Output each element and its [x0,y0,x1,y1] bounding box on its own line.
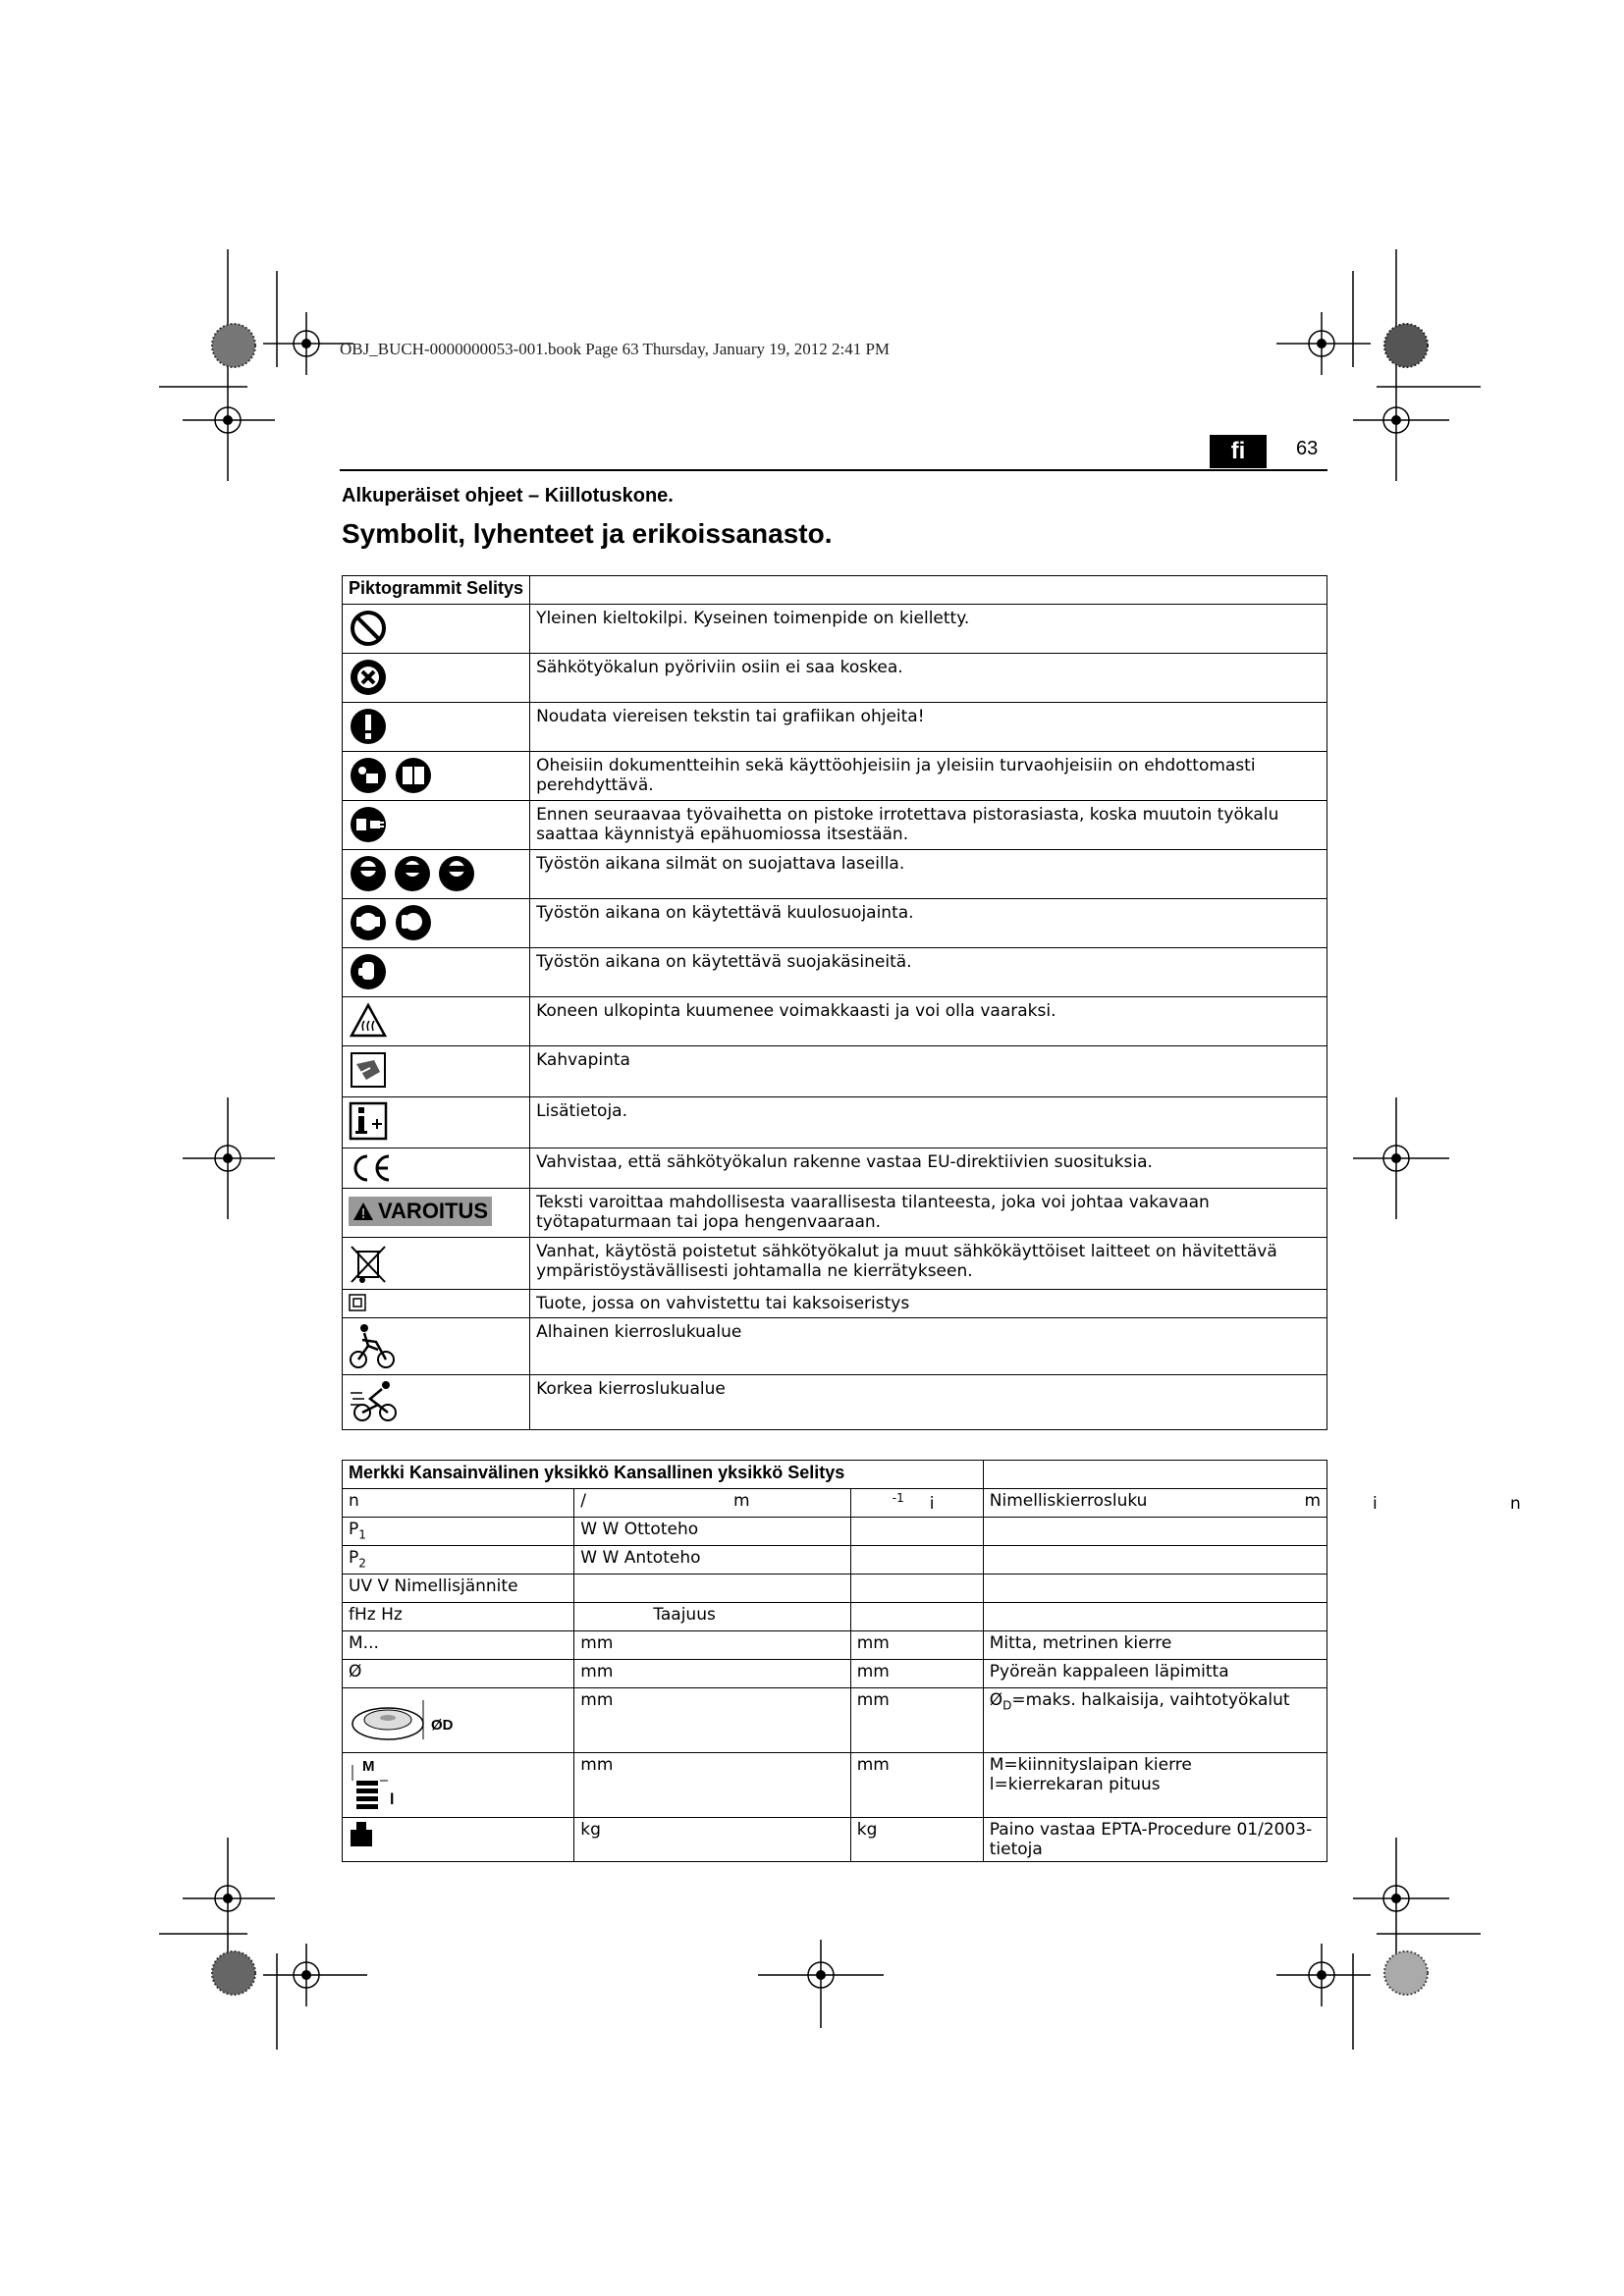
table-row [343,605,1327,654]
table-row [343,850,1327,899]
low-speed-icon [349,1322,396,1369]
table-row [343,1489,1327,1518]
ce-mark-icon [349,1152,394,1184]
hot-surface-icon [349,1001,388,1041]
table-row [343,1189,1327,1238]
row-text: Alhainen kierroslukualue [530,1318,1327,1375]
table-header-row [343,576,1327,605]
row-text: Ennen seuraavaa työvaihetta on pistoke irrotettava pistorasiasta, koska muutoin työkalu saattaa käynnistyä epähuomiossa itsestään. [530,801,1327,850]
grip-surface-icon [349,1050,388,1090]
row-text: Noudata viereisen tekstin tai grafiikan ohjeita! [530,703,1327,752]
table-row [343,948,1327,997]
stray-char-i: i [1373,1494,1378,1514]
table-row [343,1148,1327,1189]
row-text: Koneen ulkopinta kuumenee voimakkaasti ja voi olla vaaraksi. [530,997,1327,1046]
table-header: Piktogrammit Selitys [343,576,530,605]
thread-length-icon [349,1755,407,1814]
cell-national-unit: mm [850,1631,983,1660]
warning-label-icon [349,1197,492,1226]
cell-description-b: m [1304,1491,1321,1511]
cell-description: Pyöreän kappaleen läpimitta [983,1660,1326,1688]
table-row [343,1818,1327,1862]
cell-national-unit: kg [850,1818,983,1862]
table-row [343,1290,1327,1318]
cell-intl-unit: mm [574,1753,850,1818]
high-speed-icon [349,1379,404,1422]
row-text: Työstön aikana on käytettävä suojakäsineitä. [530,948,1327,997]
row-text: Työstön aikana silmät on suojattava laseilla. [530,850,1327,899]
gloves-icon [349,952,388,991]
cell-symbol: M... [343,1631,574,1660]
table-row [343,997,1327,1046]
disc-diameter-label: ØD [431,1717,454,1734]
table-row: ØD mm mm $Ø_D=maks$. halkaisija, vaihtotyökalut [343,1688,1327,1753]
cell-exponent: -1 [892,1491,904,1505]
stray-char-n: n [1510,1494,1521,1514]
page-number: 63 [1296,438,1319,459]
table-row [343,801,1327,850]
table-header-empty [530,576,1327,605]
table-row [343,1631,1327,1660]
table-row [343,1660,1327,1688]
cell-intl-unit: mm [574,1688,850,1753]
disc-diameter-icon [349,1690,457,1745]
ear-protection-icon [349,903,437,942]
language-badge: fi [1210,435,1267,468]
info-icon [349,1101,388,1141]
cell-intl-unit-b: m [733,1491,750,1511]
table-header-row [343,1461,1327,1489]
row-text: Teksti varoittaa mahdollisesta vaarallisesta tilanteesta, joka voi johtaa vakavaan työtapaturmaan tai jopa hengenvaaraan. [530,1189,1327,1238]
cell-intl-unit: kg [574,1818,850,1862]
row-text: Työstön aikana on käytettävä kuulosuojainta. [530,899,1327,948]
double-insulation-icon [349,1294,366,1311]
weee-bin-icon [349,1242,388,1285]
eye-protection-icon [349,854,476,893]
table-row [343,654,1327,703]
cell-national-unit: i [929,1493,935,1514]
book-slug: OBJ_BUCH-0000000053-001.book Page 63 Thursday, January 19, 2012 2:41 PM [340,340,891,358]
table-row [343,703,1327,752]
cell-national-unit: mm [850,1688,983,1753]
cell-intl-unit: W W Antoteho [574,1546,850,1575]
cell-description: Nimelliskierrosluku [989,1491,1148,1511]
cell-national-unit: mm [850,1660,983,1688]
row-text: Korkea kierroslukualue [530,1375,1327,1430]
row-text: Kahvapinta [530,1046,1327,1097]
table-row [343,1375,1327,1430]
header-rule [340,469,1327,471]
mandatory-icon [349,707,388,746]
row-text: Oheisiin dokumentteihin sekä käyttöohjeisiin ja yleisiin turvaohjeisiin on ehdottomasti perehdyttävä. [530,752,1327,801]
cell-national-unit: mm [850,1753,983,1818]
cell-intl-unit: / [580,1491,587,1511]
table-header: Merkki Kansainvälinen yksikkö Kansallinen yksikkö Selitys [343,1461,851,1489]
table-row: $P_2$ W W Antoteho [343,1546,1327,1575]
table-row [343,1603,1327,1631]
table-row [343,1046,1327,1097]
do-not-touch-icon [349,658,388,697]
document-subtitle: Alkuperäiset ohjeet – Kiillotuskone. [342,485,674,507]
units-table [342,1460,1327,1862]
table-row [343,1575,1327,1603]
unplug-icon [349,805,388,844]
page-title: Symbolit, lyhenteet ja erikoissanasto. [342,518,833,549]
pictogram-table [342,575,1327,1430]
row-text: Yleinen kieltokilpi. Kyseinen toimenpide on kielletty. [530,605,1327,654]
read-manual-icon [349,756,437,795]
cell-symbol: Ø [343,1660,574,1688]
table-row [343,1753,1327,1818]
thread-label-l: l [390,1791,395,1808]
cell-description: Paino vastaa EPTA-Procedure 01/2003-tietoja [983,1818,1326,1862]
table-row [343,1097,1327,1148]
cell-intl-unit: W W Ottoteho [574,1518,850,1546]
table-row [343,1318,1327,1375]
cell-intl-unit: mm [574,1631,850,1660]
cell-symbol: UV V Nimellisjännite [343,1575,574,1603]
cell-intl-unit: mm [574,1660,850,1688]
row-text: Vahvistaa, että sähkötyökalun rakenne vastaa EU-direktiivien suosituksia. [530,1148,1327,1189]
row-text: Sähkötyökalun pyöriviin osiin ei saa koskea. [530,654,1327,703]
table-row [343,899,1327,948]
cell-symbol: fHz Hz [343,1603,574,1631]
cell-description-b: l=kierrekaran pituus [989,1775,1161,1794]
weight-icon [349,1820,374,1847]
row-text: Tuote, jossa on vahvistettu tai kaksoiseristys [530,1290,1327,1318]
cell-description: Mitta, metrinen kierre [983,1631,1326,1660]
cell-description: =maks. halkaisija, vaihtotyökalut [1011,1690,1290,1710]
row-text: Vanhat, käytöstä poistetut sähkötyökalut ja muut sähkökäyttöiset laitteet on hävitettävä ympäristöystävällisesti johtamalla ne kierrätykseen. [530,1238,1327,1290]
warning-label-text: VAROITUS [378,1199,489,1223]
table-row: $P_1$ W W Ottoteho [343,1518,1327,1546]
thread-label-m: M [362,1758,375,1775]
row-text: Lisätietoja. [530,1097,1327,1148]
table-row [343,752,1327,801]
cell-description: M=kiinnityslaipan kierre [989,1755,1192,1775]
table-row [343,1238,1327,1290]
cell-intl-unit: Taajuus [653,1605,716,1625]
cell-symbol: n [343,1489,574,1518]
prohibition-icon [349,609,388,648]
